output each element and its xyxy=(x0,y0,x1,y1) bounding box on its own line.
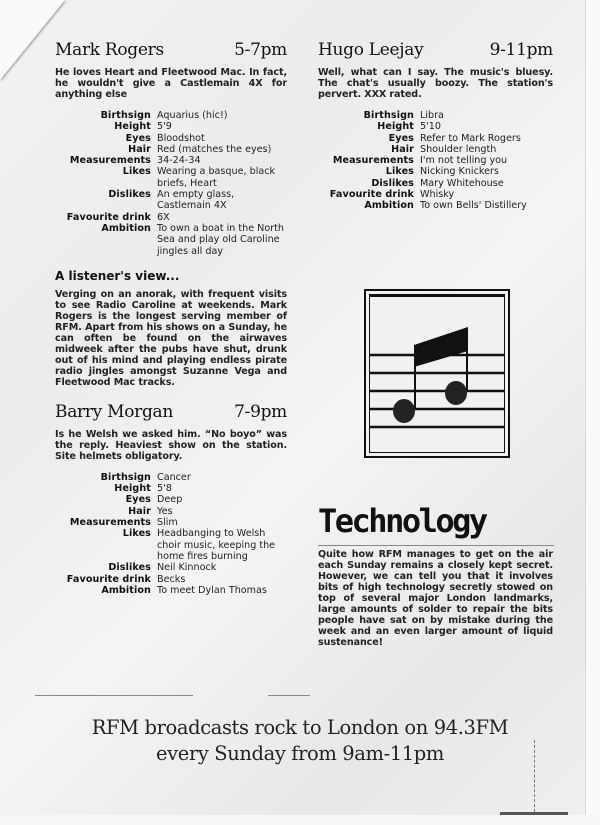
technology-section xyxy=(318,549,553,658)
fact-label: Favourite drink xyxy=(66,573,151,585)
fact-value: Whisky xyxy=(420,189,455,201)
divider xyxy=(35,695,193,696)
fact-value: Becks xyxy=(157,573,186,585)
dj-profile-barry-morgan xyxy=(55,402,287,596)
fact-label: Measurements xyxy=(69,517,151,529)
fact-label: Dislikes xyxy=(371,177,414,189)
fact-label: Hair xyxy=(128,143,151,155)
fact-label: Height xyxy=(114,483,151,495)
fact-label: Measurements xyxy=(69,155,151,167)
fact-value: 5'10 xyxy=(420,121,441,133)
illustration-frame xyxy=(369,294,505,453)
fact-label: Eyes xyxy=(125,494,151,506)
show-time: 7-9pm xyxy=(234,401,287,422)
fact-value: Deep xyxy=(157,494,183,506)
fact-label: Ambition xyxy=(101,222,151,234)
fact-value: 5'8 xyxy=(157,483,172,495)
note-head xyxy=(393,399,415,423)
fact-value: Headbanging to Welsh choir music, keeping the home fires burning xyxy=(157,528,276,562)
fact-value: To own Bells' Distillery xyxy=(420,200,527,212)
show-time: 9-11pm xyxy=(489,40,553,60)
note-head xyxy=(445,381,467,405)
fact-label: Favourite drink xyxy=(329,189,414,201)
left-column xyxy=(55,40,287,596)
fact-label: Likes xyxy=(385,166,414,178)
fact-label: Eyes xyxy=(125,132,151,144)
dj-blurb: Well, what can I say. The music's bluesy. The chat's usually boozy. The station's pervert. XXX rated. xyxy=(318,67,553,100)
fact-label: Birthsign xyxy=(100,471,151,483)
fact-value: Wearing a basque, black briefs, Heart xyxy=(157,166,276,189)
right-column xyxy=(318,40,553,212)
fact-value: Nicking Knickers xyxy=(420,166,499,178)
note-beam xyxy=(414,327,468,367)
listener-view-body: Verging on an anorak, with frequent visits to see Radio Caroline at weekends. Mark Rogers is the longest serving member of RFM. Apart from his shows on a Sunday, he can often be found on the airwaves midweek after the pubs have shut, drunk out of his mind and playing endless pirate radio jingles amongst Suzanne Vega and Fleetwood Mac tracks. xyxy=(55,288,287,388)
show-time: 5-7pm xyxy=(234,40,287,60)
fact-list xyxy=(55,110,287,257)
fact-value: I'm not telling you xyxy=(420,155,508,167)
fact-value: An empty glass, Castlemain 4X xyxy=(157,189,235,212)
footer-line-2: every Sunday from 9am-11pm xyxy=(156,742,444,765)
dj-profile-mark-rogers xyxy=(55,40,287,257)
listener-view-title: A listener's view... xyxy=(55,268,180,283)
fact-value: Neil Kinnock xyxy=(157,562,217,574)
dj-blurb: He loves Heart and Fleetwood Mac. In fact, he wouldn't give a Castlemain 4X for anything else xyxy=(55,67,287,100)
dj-name: Mark Rogers xyxy=(55,40,164,60)
technology-body: Quite how RFM manages to get on the air each Sunday remains a closely kept secret. However, we can tell you that it involves bits of high technology secretly stowed on top of several major London landmarks, large amounts of solder to repair the bits people have sat on by mistake during the week and an even larger amount of liquid sustenance! xyxy=(318,549,553,648)
fact-label: Ambition xyxy=(364,200,414,212)
fact-value: Cancer xyxy=(157,471,191,483)
divider xyxy=(268,695,310,696)
fact-list xyxy=(318,110,553,212)
fact-value: Slim xyxy=(157,517,178,529)
fact-label: Birthsign xyxy=(100,110,151,121)
fact-value: Libra xyxy=(420,110,444,121)
fact-label: Height xyxy=(377,121,414,133)
fact-value: Shoulder length xyxy=(420,143,497,155)
listener-view xyxy=(55,269,287,388)
fact-value: Refer to Mark Rogers xyxy=(420,132,521,144)
fact-value: Mary Whitehouse xyxy=(420,177,504,189)
bottom-rule xyxy=(500,812,568,815)
fact-value: 34-24-34 xyxy=(157,155,201,167)
fact-value: Aquarius (hic!) xyxy=(157,110,228,121)
divider xyxy=(318,545,554,546)
fact-value: 5'9 xyxy=(157,121,172,133)
fact-label: Dislikes xyxy=(108,189,151,201)
fact-label: Likes xyxy=(122,166,151,178)
fact-label: Height xyxy=(114,121,151,133)
fact-value: To meet Dylan Thomas xyxy=(157,584,267,596)
fact-label: Ambition xyxy=(101,584,151,596)
fact-label: Eyes xyxy=(388,132,414,144)
fact-label: Hair xyxy=(391,143,414,155)
fact-label: Likes xyxy=(122,528,151,540)
fact-label: Hair xyxy=(128,505,151,517)
music-notes-icon xyxy=(370,297,504,454)
fact-label: Birthsign xyxy=(363,110,414,121)
fact-value: 6X xyxy=(157,211,170,223)
dj-profile-hugo-leejay xyxy=(318,40,553,212)
paper-bottom-edge xyxy=(0,815,600,825)
fact-value: Red (matches the eyes) xyxy=(157,143,272,155)
dj-header xyxy=(318,40,553,60)
dj-name: Hugo Leejay xyxy=(318,40,424,60)
paper-edge xyxy=(585,0,600,825)
fact-label: Dislikes xyxy=(108,562,151,574)
dj-header xyxy=(55,402,287,422)
dj-blurb: Is he Welsh we asked him. “No boyo” was the reply. Heaviest show on the station. Site helmets obligatory. xyxy=(55,428,287,462)
footer-line-1: RFM broadcasts rock to London on 94.3FM xyxy=(91,716,509,739)
fact-value: Bloodshot xyxy=(157,132,205,144)
fact-value: Yes xyxy=(157,505,173,517)
music-illustration xyxy=(364,289,510,458)
fact-label: Measurements xyxy=(332,155,414,167)
technology-heading: Technology xyxy=(318,502,486,540)
dj-header xyxy=(55,40,287,60)
broadcast-footer xyxy=(30,715,570,767)
fact-list xyxy=(55,472,287,596)
fact-value: To own a boat in the North Sea and play old Caroline jingles all day xyxy=(157,222,284,257)
dj-name: Barry Morgan xyxy=(55,401,174,422)
fact-label: Favourite drink xyxy=(66,211,151,223)
